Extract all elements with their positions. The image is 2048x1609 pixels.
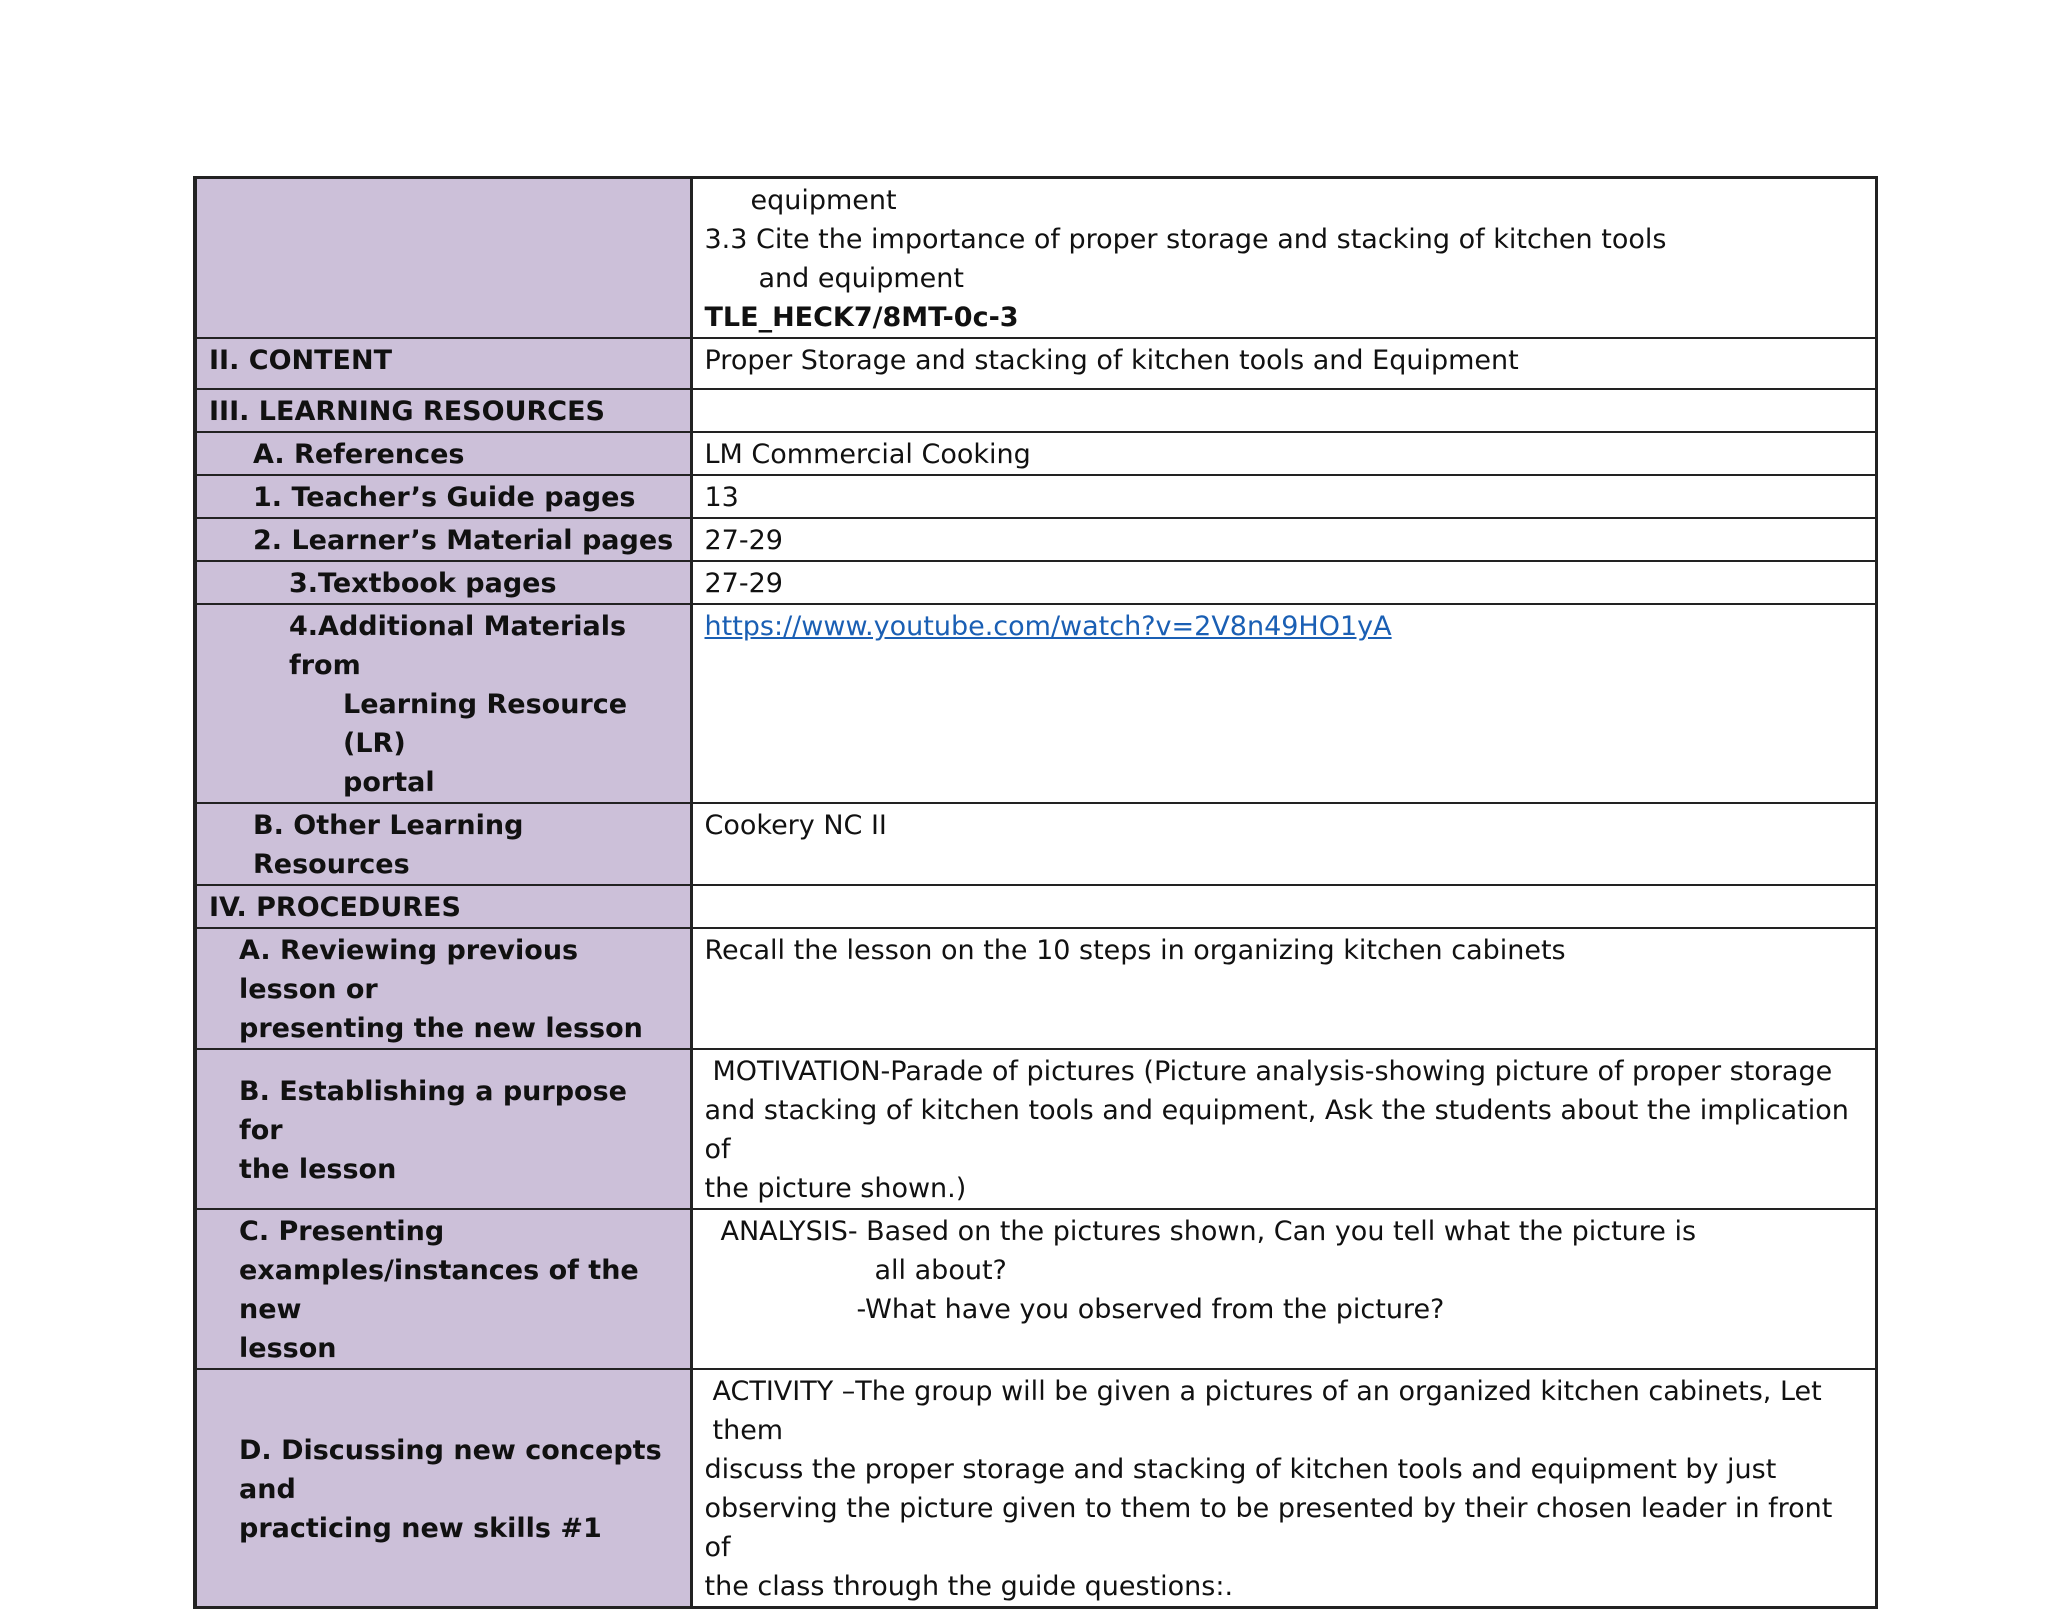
other-resources-label-cell — [195, 803, 691, 885]
presenting-text-line: all about? — [874, 1255, 1007, 1286]
objective-text-line: equipment — [750, 185, 897, 216]
table-row-reviewing — [195, 928, 1876, 1049]
textbook-value: 27-29 — [691, 561, 1876, 604]
additional-materials-label: portal — [343, 767, 435, 798]
table-row-establishing — [195, 1049, 1876, 1209]
presenting-label: lesson — [239, 1333, 337, 1364]
reviewing-value: Recall the lesson on the 10 steps in organizing kitchen cabinets — [691, 928, 1876, 1049]
discussing-text-line: observing the picture given to them to be presented by their chosen leader in front of — [704, 1493, 1833, 1563]
table-row-learning-resources — [195, 389, 1876, 432]
table-row-textbook — [195, 561, 1876, 604]
procedures-value — [691, 885, 1876, 928]
table-row-additional-materials — [195, 604, 1876, 803]
other-resources-label: B. Other Learning Resources — [253, 810, 524, 880]
youtube-link[interactable]: https://www.youtube.com/watch?v=2V8n49HO1yA — [704, 611, 1392, 642]
establishing-label: the lesson — [239, 1153, 397, 1185]
establishing-value — [691, 1049, 1876, 1209]
discussing-text-line: ACTIVITY –The group will be given a pictures of an organized kitchen cabinets, Let them — [712, 1376, 1822, 1446]
content-label: II. CONTENT — [195, 338, 691, 389]
table-row-learners-material — [195, 518, 1876, 561]
additional-materials-label-cell — [195, 604, 691, 803]
content-value: Proper Storage and stacking of kitchen tools and Equipment — [691, 338, 1876, 389]
establishing-text-line: and stacking of kitchen tools and equipment, Ask the students about the implication of — [704, 1095, 1849, 1165]
discussing-label: D. Discussing new concepts and — [239, 1434, 662, 1505]
presenting-label: C. Presenting — [239, 1216, 445, 1247]
table-row-other-resources — [195, 803, 1876, 885]
learning-resources-value — [691, 389, 1876, 432]
textbook-label-cell — [195, 561, 691, 604]
learners-material-label: 2. Learner’s Material pages — [253, 525, 674, 556]
competency-code: TLE_HECK7/8MT-0c-3 — [704, 302, 1019, 333]
table-row-presenting — [195, 1209, 1876, 1369]
additional-materials-label: 4.Additional Materials from — [289, 611, 627, 681]
objectives-label-cell — [195, 178, 691, 339]
table-row-objectives-continued — [195, 178, 1876, 339]
reviewing-label-cell — [195, 928, 691, 1049]
presenting-label: examples/instances of the new — [239, 1255, 639, 1325]
discussing-text-line: the class through the guide questions:. — [704, 1571, 1234, 1602]
establishing-text-line: MOTIVATION-Parade of pictures (Picture analysis-showing picture of proper storage — [712, 1056, 1833, 1087]
learning-resources-label: III. LEARNING RESOURCES — [195, 389, 691, 432]
references-label-cell — [195, 432, 691, 475]
discussing-text-line: discuss the proper storage and stacking of kitchen tools and equipment by just — [704, 1454, 1777, 1485]
references-value: LM Commercial Cooking — [691, 432, 1876, 475]
establishing-label-cell — [195, 1049, 691, 1209]
teachers-guide-value: 13 — [691, 475, 1876, 518]
discussing-label-cell — [195, 1369, 691, 1608]
presenting-text-line: ANALYSIS- Based on the pictures shown, Can you tell what the picture is — [720, 1216, 1697, 1247]
presenting-text-line: -What have you observed from the picture? — [856, 1294, 1445, 1325]
references-label: A. References — [253, 439, 465, 470]
establishing-text-line: the picture shown.) — [704, 1173, 967, 1204]
table-row-teachers-guide — [195, 475, 1876, 518]
other-resources-value: Cookery NC II — [691, 803, 1876, 885]
teachers-guide-label: 1. Teacher’s Guide pages — [253, 482, 636, 513]
objectives-continued-cell — [691, 178, 1876, 339]
reviewing-label: A. Reviewing previous lesson or — [239, 935, 579, 1005]
additional-materials-label: Learning Resource (LR) — [343, 689, 628, 759]
discussing-value — [691, 1369, 1876, 1608]
establishing-label: B. Establishing a purpose for — [239, 1075, 627, 1146]
reviewing-label: presenting the new lesson — [239, 1013, 643, 1044]
learners-material-value: 27-29 — [691, 518, 1876, 561]
objective-text-line: and equipment — [758, 263, 964, 294]
table-row-discussing — [195, 1369, 1876, 1608]
lesson-plan-table — [193, 176, 1878, 1609]
table-row-procedures — [195, 885, 1876, 928]
table-row-content — [195, 338, 1876, 389]
table-row-references — [195, 432, 1876, 475]
procedures-label: IV. PROCEDURES — [195, 885, 691, 928]
additional-materials-value — [691, 604, 1876, 803]
objective-text-line: 3.3 Cite the importance of proper storage and stacking of kitchen tools — [704, 224, 1667, 255]
teachers-guide-label-cell — [195, 475, 691, 518]
presenting-value — [691, 1209, 1876, 1369]
presenting-label-cell — [195, 1209, 691, 1369]
learners-material-label-cell — [195, 518, 691, 561]
discussing-label: practicing new skills #1 — [239, 1512, 602, 1544]
textbook-label: 3.Textbook pages — [289, 568, 557, 599]
